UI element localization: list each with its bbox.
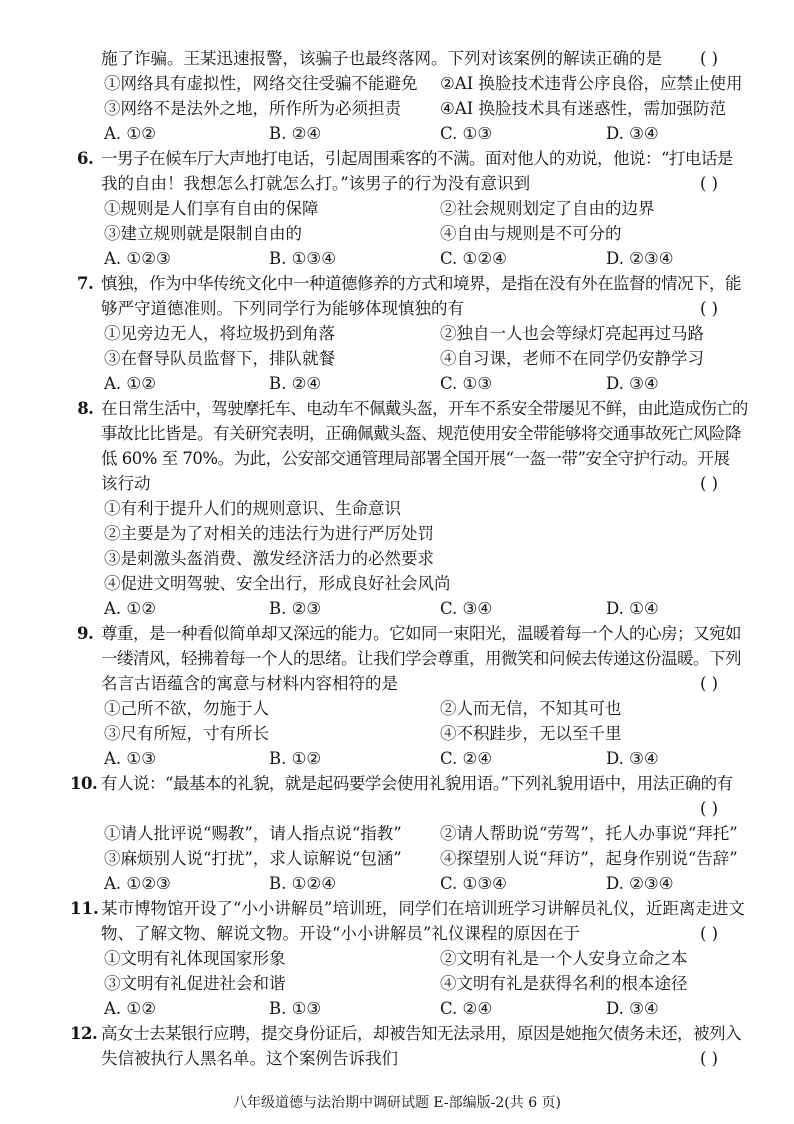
q10-option-2: ②请人帮助说“劳驾”，托人办事说“拜托”: [440, 824, 738, 843]
q10-choice-a: A. ①②③: [104, 874, 171, 893]
q8-choice-b: B. ②③: [269, 599, 322, 618]
q6-answer-blank: ( ): [700, 174, 719, 193]
q11-number: 11.: [70, 899, 99, 918]
q11-option-2: ②文明有礼是一个人安身立命之本: [440, 949, 688, 968]
q5-option-4: ④AI 换脸技术具有迷惑性，需加强防范: [440, 99, 726, 118]
q9-stem-line-3: 名言古语蕴含的寓意与材料内容相符的是: [101, 674, 398, 693]
q5-option-2: ②AI 换脸技术违背公序良俗，应禁止使用: [440, 74, 743, 93]
q8-option-1: ①有利于提升人们的规则意识、生命意识: [104, 499, 401, 518]
q5-choice-a: A. ①②: [104, 124, 156, 143]
q10-stem-line-1: 10. 有人说：“最基本的礼貌，就是起码要学会使用礼貌用语。”下列礼貌用语中，用法正确的有: [70, 774, 733, 793]
q5-stem-tail: 施了诈骗。王某迅速报警，该骗子也最终落网。下列对该案例的解读正确的是: [101, 49, 662, 68]
q10-choice-b: B. ①②④: [269, 874, 336, 893]
q7-answer-blank: ( ): [700, 299, 719, 318]
q9-stem-line-2: 一缕清风，轻拂着每一个人的思绪。让我们学会尊重，用微笑和问候去传递这份温暖。下列: [101, 649, 741, 668]
q11-option-1: ①文明有礼体现国家形象: [104, 949, 286, 968]
q5-choice-b: B. ②④: [269, 124, 322, 143]
q10-choice-d: D. ②③④: [606, 874, 674, 893]
q8-stem-line-4: 该行动: [101, 474, 151, 493]
q8-number: 8.: [77, 399, 94, 418]
q8-stem-line-2: 事故比比皆是。有关研究表明，正确佩戴头盔、规范使用安全带能够将交通事故死亡风险降: [101, 424, 741, 443]
q8-option-3: ③是刺激头盔消费、激发经济活力的必然要求: [104, 549, 434, 568]
q10-answer-blank: ( ): [700, 799, 719, 818]
q7-stem-line-1: 7. 慎独，作为中华传统文化中一种道德修养的方式和境界，是指在没有外在监督的情况下，能: [77, 274, 741, 293]
q11-answer-blank: ( ): [700, 924, 719, 943]
q10-option-1: ①请人批评说“赐教”，请人指点说“指教”: [104, 824, 402, 843]
q9-option-3: ③尺有所短，寸有所长: [104, 724, 269, 743]
q6-option-1: ①规则是人们享有自由的保障: [104, 199, 319, 218]
q12-number: 12.: [70, 1024, 98, 1043]
q10-number: 10.: [70, 774, 98, 793]
q5-option-3: ③网络不是法外之地，所作所为必须担责: [104, 99, 401, 118]
q6-option-4: ④自由与规则是不可分的: [440, 224, 622, 243]
q9-option-4: ④不积跬步，无以至千里: [440, 724, 622, 743]
q11-choice-c: C. ②④: [440, 999, 493, 1018]
q8-choice-d: D. ①④: [606, 599, 659, 618]
q6-option-3: ③建立规则就是限制自由的: [104, 224, 302, 243]
q10-option-3: ③麻烦别人说“打扰”，求人谅解说“包涵”: [104, 849, 402, 868]
q10-option-4: ④探望别人说“拜访”，起身作别说“告辞”: [440, 849, 738, 868]
q7-choice-c: C. ①③: [440, 374, 493, 393]
q12-stem-line-2: 失信被执行人黑名单。这个案例告诉我们: [101, 1049, 398, 1068]
q8-stem-line-1: 8. 在日常生活中，驾驶摩托车、电动车不佩戴头盔，开车不系安全带屡见不鲜，由此造成伤亡的: [77, 399, 748, 418]
q5-choice-d: D. ③④: [606, 124, 659, 143]
q5-choice-c: C. ①③: [440, 124, 493, 143]
q9-stem-line-1: 9. 尊重，是一种看似简单却又深远的能力。它如同一束阳光，温暖着每一个人的心房；又宛如: [77, 624, 741, 643]
q11-option-3: ③文明有礼促进社会和谐: [104, 974, 286, 993]
q11-stem-line-1: 11. 某市博物馆开设了“小小讲解员”培训班，同学们在培训班学习讲解员礼仪，近距离走进文: [70, 899, 745, 918]
q5-option-1: ①网络具有虚拟性，网络交往受骗不能避免: [104, 74, 418, 93]
q9-number: 9.: [77, 624, 94, 643]
q7-choice-d: D. ③④: [606, 374, 659, 393]
q8-choice-a: A. ①②: [104, 599, 156, 618]
q9-choice-a: A. ①③: [104, 749, 156, 768]
q12-stem-line-1: 12. 高女士去某银行应聘，提交身份证后，却被告知无法录用，原因是她拖欠债务未还，被列入: [70, 1024, 741, 1043]
q7-option-2: ②独自一人也会等绿灯亮起再过马路: [440, 324, 704, 343]
q6-stem-line-2: 我的自由！我想怎么打就怎么打。”该男子的行为没有意识到: [101, 174, 531, 193]
q8-option-4: ④促进文明驾驶、安全出行，形成良好社会风尚: [104, 574, 451, 593]
q7-choice-a: A. ①②: [104, 374, 156, 393]
q9-choice-c: C. ②④: [440, 749, 493, 768]
q11-stem-line-2: 物、了解文物、解说文物。开设“小小讲解员”礼仪课程的原因在于: [101, 924, 580, 943]
q10-choice-c: C. ①③④: [440, 874, 507, 893]
q9-option-2: ②人而无信，不知其可也: [440, 699, 622, 718]
q8-answer-blank: ( ): [700, 474, 719, 493]
q7-option-4: ④自习课，老师不在同学仍安静学习: [440, 349, 704, 368]
q6-number: 6.: [77, 149, 94, 168]
q11-choice-b: B. ①③: [269, 999, 322, 1018]
q9-option-1: ①己所不欲，勿施于人: [104, 699, 269, 718]
q6-stem-line-1: 6. 一男子在候车厅大声地打电话，引起周围乘客的不满。面对他人的劝说，他说：“打电话是: [77, 149, 733, 168]
q6-choice-d: D. ②③④: [606, 249, 674, 268]
q9-choice-b: B. ①②: [269, 749, 322, 768]
q6-choice-a: A. ①②③: [104, 249, 171, 268]
q8-choice-c: C. ③④: [440, 599, 493, 618]
q7-option-1: ①见旁边无人，将垃圾扔到角落: [104, 324, 335, 343]
q11-choice-a: A. ①②: [104, 999, 156, 1018]
q8-stem-line-3: 低 60% 至 70%。为此，公安部交通管理局部署全国开展“一盔一带”安全守护行动。开展: [101, 449, 730, 468]
q6-choice-b: B. ①③④: [269, 249, 336, 268]
q6-option-2: ②社会规则划定了自由的边界: [440, 199, 655, 218]
page-footer: 八年级道德与法治期中调研试题 E-部编版-2(共 6 页): [232, 1095, 562, 1111]
q5-answer-blank: ( ): [700, 49, 719, 68]
q11-choice-d: D. ③④: [606, 999, 659, 1018]
q6-choice-c: C. ①②④: [440, 249, 507, 268]
q9-choice-d: D. ③④: [606, 749, 659, 768]
q12-answer-blank: ( ): [700, 1049, 719, 1068]
q7-choice-b: B. ②④: [269, 374, 322, 393]
q9-answer-blank: ( ): [700, 674, 719, 693]
q7-number: 7.: [77, 274, 94, 293]
q7-stem-line-2: 够严守道德准则。下列同学行为能够体现慎独的有: [101, 299, 464, 318]
q8-option-2: ②主要是为了对相关的违法行为进行严厉处罚: [104, 524, 434, 543]
q11-option-4: ④文明有礼是获得名利的根本途径: [440, 974, 688, 993]
q7-option-3: ③在督导队员监督下，排队就餐: [104, 349, 335, 368]
